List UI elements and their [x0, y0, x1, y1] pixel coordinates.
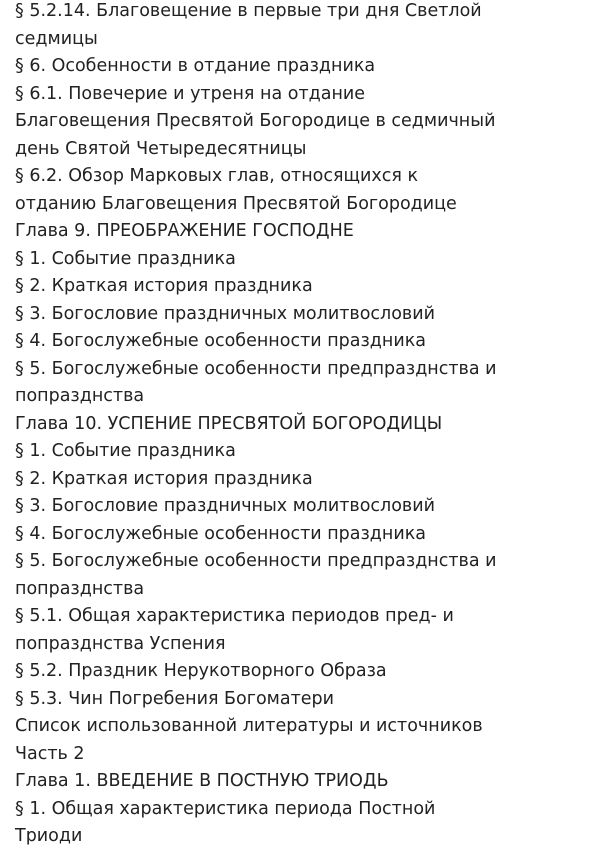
toc-chapter[interactable]: Глава 9. ПРЕОБРАЖЕНИЕ ГОСПОДНЕ: [15, 221, 354, 241]
toc-entry[interactable]: § 6.2. Обзор Марковых глав, относящихся к отданию Благовещения Пресвятой Богородице: [15, 166, 457, 214]
toc-entry[interactable]: § 4. Богослужебные особенности праздника: [15, 331, 426, 351]
toc-part[interactable]: Часть 2: [15, 743, 85, 764]
toc-entry[interactable]: § 3. Богословие праздничных молитвословий: [15, 303, 435, 324]
toc-entry[interactable]: § 4. Богослужебные особенности праздника: [15, 523, 426, 544]
toc-chapter[interactable]: Глава 10. УСПЕНИЕ ПРЕСВЯТОЙ БОГОРОДИЦЫ: [15, 413, 443, 434]
toc-entry[interactable]: § 1. Событие праздника: [15, 441, 236, 461]
toc-entry[interactable]: § 5.2.14. Благовещение в первые три дня Светлой седмицы: [15, 1, 482, 49]
toc-chapter[interactable]: Глава 1. ВВЕДЕНИЕ В ПОСТНУЮ ТРИОДЬ: [15, 771, 389, 791]
toc-entry[interactable]: § 5. Богослужебные особенности предпразднства и попразднства: [15, 358, 497, 406]
toc-entry[interactable]: § 1. Общая характеристика периода Постной Триоди: [15, 798, 436, 846]
toc-bibliography[interactable]: Список использованной литературы и источников: [15, 716, 483, 736]
toc-entry[interactable]: § 5. Богослужебные особенности предпразднства и попразднства: [15, 551, 497, 599]
toc-entry[interactable]: § 1. Событие праздника: [15, 248, 236, 269]
toc-entry[interactable]: § 2. Краткая история праздника: [15, 276, 313, 296]
toc-entry[interactable]: § 5.2. Праздник Нерукотворного Образа: [15, 661, 387, 681]
table-of-contents: [15, 0, 600, 851]
toc-entry[interactable]: § 5.3. Чин Погребения Богоматери: [15, 688, 335, 709]
toc-entry[interactable]: § 2. Краткая история праздника: [15, 468, 313, 489]
toc-entry[interactable]: § 5.1. Общая характеристика периодов пред- и попразднства Успения: [15, 606, 454, 654]
toc-entry[interactable]: § 3. Богословие праздничных молитвословий: [15, 496, 435, 516]
toc-entry[interactable]: § 6. Особенности в отдание праздника: [15, 56, 376, 76]
toc-entry[interactable]: § 6.1. Повечерие и утреня на отдание Благовещения Пресвятой Богородице в седмичный день Святой Четыредесятницы: [15, 83, 496, 159]
